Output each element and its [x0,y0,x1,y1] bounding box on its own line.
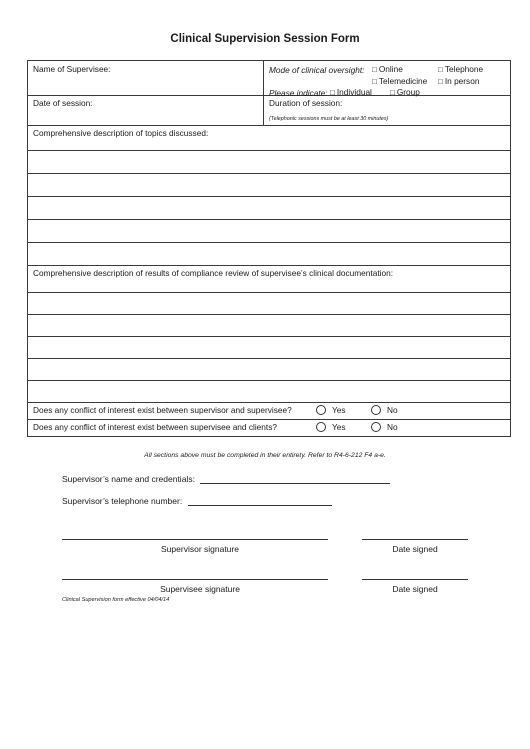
supervisee-signature-line[interactable] [62,579,328,580]
no-radio[interactable]: No [371,422,398,432]
credentials-input[interactable] [200,474,390,484]
yes-radio[interactable]: Yes [316,422,346,432]
compliance-line[interactable] [28,293,511,315]
compliance-label-row[interactable] [28,266,511,293]
no-radio[interactable]: No [371,405,398,415]
checkbox-icon: □ [390,88,395,97]
form-title: Clinical Supervision Session Form [170,33,360,45]
compliance-label: Comprehensive description of results of compliance review of supervisee’s clinical documentation: [33,268,394,278]
session-form-table [27,60,511,437]
radio-icon [371,422,381,432]
option-group[interactable]: □ Group [390,87,420,97]
checkbox-icon: □ [438,77,443,86]
duration-note: (Telephonic sessions must be at least 30 minutes) [269,116,389,122]
completion-note: All sections above must be completed in their entirety. Refer to R4-6-212 F4 a-e. [144,452,386,459]
compliance-line[interactable] [28,315,511,337]
topics-label: Comprehensive description of topics discussed: [33,128,209,138]
supervisor-date-line[interactable] [362,539,468,540]
indicate-label: Please indicate: [269,88,328,98]
compliance-line[interactable] [28,381,511,403]
mode-label: Mode of clinical oversight: [269,65,365,75]
radio-icon [316,422,326,432]
option-telemedicine[interactable]: □ Telemedicine [372,76,428,86]
topics-line[interactable] [28,197,511,220]
topics-label-row[interactable] [28,126,511,151]
supervisee-name-label: Name of Supervisee: [33,64,111,74]
form-footer: Clinical Supervision form effective 04/04/14 [62,597,170,603]
duration-label: Duration of session: [269,98,343,108]
radio-icon [371,405,381,415]
compliance-line[interactable] [28,337,511,359]
session-date-label: Date of session: [33,98,93,108]
checkbox-icon: □ [372,77,377,86]
supervisor-date-label: Date signed [392,544,438,554]
credentials-field [62,474,390,484]
supervisee-date-line[interactable] [362,579,468,580]
option-in-person[interactable]: □ In person [438,76,480,86]
phone-field [62,496,332,506]
option-individual[interactable]: □ Individual [330,87,372,97]
supervisor-signature-label: Supervisor signature [161,544,239,554]
phone-input[interactable] [188,496,332,506]
option-telephone[interactable]: □ Telephone [438,64,484,74]
question-row [28,420,511,437]
mode-cell [264,61,511,96]
topics-line[interactable] [28,243,511,266]
question-text: Does any conflict of interest exist between supervisor and supervisee? [33,405,292,415]
topics-line[interactable] [28,151,511,174]
supervisee-name-cell[interactable] [28,61,264,96]
duration-cell[interactable] [264,96,511,126]
option-online[interactable]: □ Online [372,64,403,74]
question-text: Does any conflict of interest exist between supervisee and clients? [33,422,277,432]
yes-radio[interactable]: Yes [316,405,346,415]
session-date-cell[interactable] [28,96,264,126]
radio-icon [316,405,326,415]
question-row [28,403,511,420]
checkbox-icon: □ [330,88,335,97]
checkbox-icon: □ [438,65,443,74]
supervisor-signature-line[interactable] [62,539,328,540]
compliance-line[interactable] [28,359,511,381]
checkbox-icon: □ [372,65,377,74]
supervisee-signature-label: Supervisee signature [160,584,240,594]
supervisee-date-label: Date signed [392,584,438,594]
topics-line[interactable] [28,220,511,243]
credentials-label: Supervisor’s name and credentials: [62,474,195,484]
phone-label: Supervisor’s telephone number: [62,496,183,506]
topics-line[interactable] [28,174,511,197]
